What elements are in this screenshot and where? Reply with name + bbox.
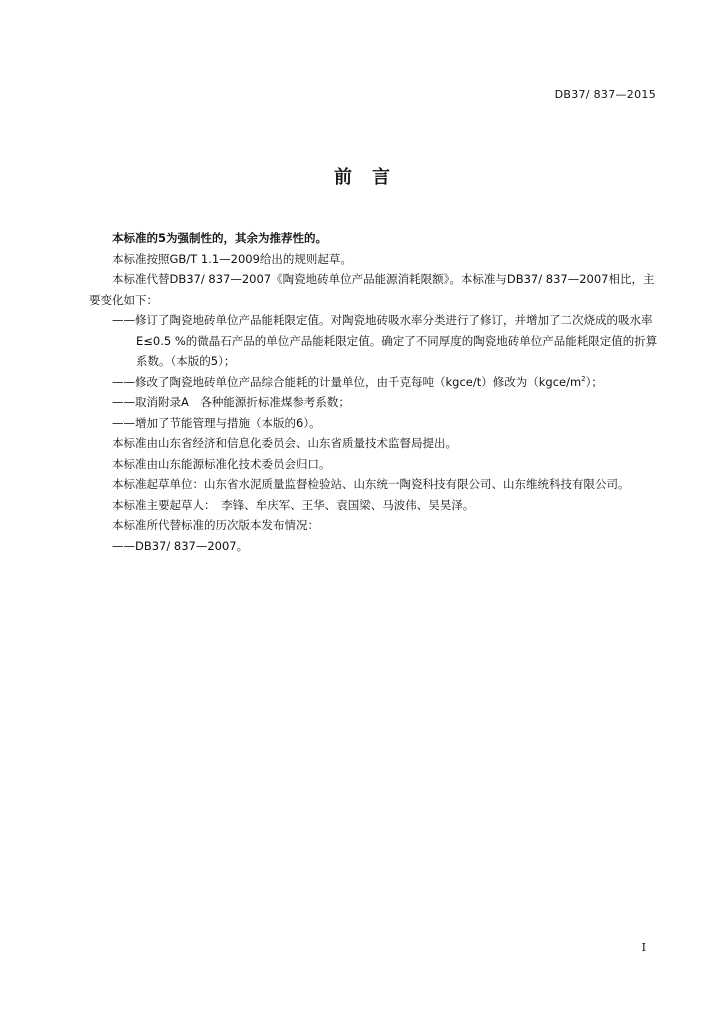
history-item: ——DB37/ 837—2007。 [112, 538, 249, 553]
change-item-3: ——取消附录A 各种能源折标准煤参考系数； [112, 395, 350, 409]
unit-superscript: 2 [581, 374, 586, 383]
main-drafters: 本标准主要起草人： 李锋、牟庆军、王华、袁国梁、马波伟、吴昊泽。 [112, 497, 475, 512]
foreword-body [89, 228, 659, 556]
history-intro: 本标准所代替标准的历次版本发布情况： [112, 518, 319, 532]
page-number: I [641, 941, 646, 954]
drafting-rule: 本标准按照GB/T 1.1—2009给出的规则起草。 [112, 251, 352, 266]
change-item-1: ——修订了陶瓷地砖单位产品能耗限定值。对陶瓷地砖吸水率分类进行了修订，并增加了二次烧成的吸水率 E≤0.5 %的微晶石产品的单位产品能耗限定值。确定了不同厚度的陶瓷地砖单位产品能耗限定值的折算系数。（本版的5）； [112, 313, 658, 368]
replacement-statement: 本标准代替DB37/ 837—2007《陶瓷地砖单位产品能源消耗限额》。本标准与DB37/ 837—2007相比，主要变化如下： [89, 272, 655, 307]
standard-code: DB37/ 837—2015 [554, 88, 656, 101]
change-item-2-suffix: ）； [585, 374, 603, 389]
change-item-4: ——增加了节能管理与措施（本版的6）。 [112, 415, 321, 430]
proposer-statement: 本标准由山东省经济和信息化委员会、山东省质量技术监督局提出。 [112, 436, 457, 450]
drafting-units: 本标准起草单位：山东省水泥质量监督检验站、山东统一陶瓷科技有限公司、山东维统科技有限公司。 [112, 477, 630, 491]
mandatory-note: 本标准的5为强制性的，其余为推荐性的。 [112, 231, 327, 245]
change-item-2-prefix: ——修改了陶瓷地砖单位产品综合能耗的计量单位，由千克每吨（kgce/t）修改为（kgce/m [112, 374, 582, 389]
centralizer-statement: 本标准由山东能源标准化技术委员会归口。 [112, 456, 331, 471]
page-title: 前言 [334, 167, 410, 188]
change-item-2 [89, 372, 659, 393]
